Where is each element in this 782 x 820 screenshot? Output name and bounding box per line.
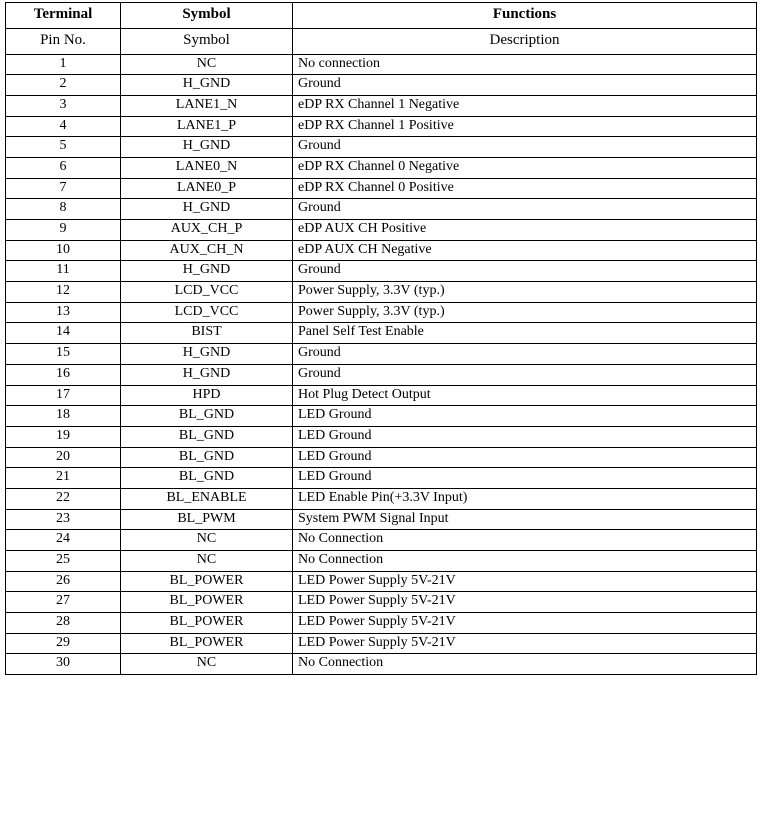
cell-symbol: LANE0_N bbox=[121, 157, 293, 178]
cell-description: Ground bbox=[293, 199, 757, 220]
cell-description: Ground bbox=[293, 261, 757, 282]
cell-pin: 20 bbox=[6, 447, 121, 468]
cell-description: LED Enable Pin(+3.3V Input) bbox=[293, 488, 757, 509]
table-row bbox=[6, 468, 757, 489]
cell-symbol: BL_PWM bbox=[121, 509, 293, 530]
cell-symbol: NC bbox=[121, 54, 293, 75]
cell-pin: 12 bbox=[6, 282, 121, 303]
cell-symbol: H_GND bbox=[121, 261, 293, 282]
table-row bbox=[6, 116, 757, 137]
cell-symbol: HPD bbox=[121, 385, 293, 406]
document-page bbox=[0, 2, 782, 820]
cell-description: LED Ground bbox=[293, 468, 757, 489]
cell-pin: 6 bbox=[6, 157, 121, 178]
cell-pin: 13 bbox=[6, 302, 121, 323]
cell-description: Ground bbox=[293, 75, 757, 96]
cell-symbol: BL_GND bbox=[121, 447, 293, 468]
table-row bbox=[6, 157, 757, 178]
cell-symbol: H_GND bbox=[121, 199, 293, 220]
cell-description: No Connection bbox=[293, 551, 757, 572]
table-row bbox=[6, 447, 757, 468]
cell-pin: 26 bbox=[6, 571, 121, 592]
cell-pin: 8 bbox=[6, 199, 121, 220]
cell-description: LED Power Supply 5V-21V bbox=[293, 613, 757, 634]
cell-symbol: H_GND bbox=[121, 75, 293, 96]
cell-description: eDP RX Channel 0 Negative bbox=[293, 157, 757, 178]
cell-description: LED Ground bbox=[293, 406, 757, 427]
table-row bbox=[6, 654, 757, 675]
pin-assignment-table bbox=[5, 2, 757, 675]
cell-symbol: BL_POWER bbox=[121, 613, 293, 634]
cell-description: No connection bbox=[293, 54, 757, 75]
table-row bbox=[6, 323, 757, 344]
header-functions: Functions bbox=[293, 3, 757, 29]
table-row bbox=[6, 633, 757, 654]
table-row bbox=[6, 282, 757, 303]
table-row bbox=[6, 54, 757, 75]
table-row bbox=[6, 364, 757, 385]
header-terminal: Terminal bbox=[6, 3, 121, 29]
cell-description: Power Supply, 3.3V (typ.) bbox=[293, 302, 757, 323]
cell-symbol: LANE1_N bbox=[121, 95, 293, 116]
cell-description: LED Power Supply 5V-21V bbox=[293, 592, 757, 613]
header-symbol: Symbol bbox=[121, 3, 293, 29]
cell-description: eDP RX Channel 1 Negative bbox=[293, 95, 757, 116]
cell-description: Power Supply, 3.3V (typ.) bbox=[293, 282, 757, 303]
table-row bbox=[6, 488, 757, 509]
header-pin-no: Pin No. bbox=[6, 28, 121, 54]
cell-pin: 19 bbox=[6, 426, 121, 447]
table-row bbox=[6, 220, 757, 241]
table-header-row-secondary bbox=[6, 28, 757, 54]
table-row bbox=[6, 199, 757, 220]
cell-description: eDP RX Channel 1 Positive bbox=[293, 116, 757, 137]
cell-pin: 3 bbox=[6, 95, 121, 116]
table-row bbox=[6, 137, 757, 158]
table-row bbox=[6, 95, 757, 116]
cell-symbol: BL_GND bbox=[121, 406, 293, 427]
cell-symbol: BL_GND bbox=[121, 426, 293, 447]
cell-symbol: LANE0_P bbox=[121, 178, 293, 199]
header-description: Description bbox=[293, 28, 757, 54]
cell-pin: 18 bbox=[6, 406, 121, 427]
cell-symbol: H_GND bbox=[121, 364, 293, 385]
table-body bbox=[6, 54, 757, 675]
cell-symbol: LCD_VCC bbox=[121, 302, 293, 323]
cell-pin: 24 bbox=[6, 530, 121, 551]
table-row bbox=[6, 406, 757, 427]
cell-description: Ground bbox=[293, 344, 757, 365]
cell-pin: 23 bbox=[6, 509, 121, 530]
table-row bbox=[6, 75, 757, 96]
cell-symbol: BL_POWER bbox=[121, 633, 293, 654]
cell-description: No Connection bbox=[293, 530, 757, 551]
cell-symbol: BL_GND bbox=[121, 468, 293, 489]
cell-pin: 30 bbox=[6, 654, 121, 675]
table-row bbox=[6, 302, 757, 323]
cell-pin: 16 bbox=[6, 364, 121, 385]
cell-symbol: AUX_CH_N bbox=[121, 240, 293, 261]
cell-pin: 2 bbox=[6, 75, 121, 96]
table-row bbox=[6, 261, 757, 282]
cell-description: Ground bbox=[293, 137, 757, 158]
cell-description: eDP AUX CH Positive bbox=[293, 220, 757, 241]
cell-description: System PWM Signal Input bbox=[293, 509, 757, 530]
cell-pin: 27 bbox=[6, 592, 121, 613]
table-header bbox=[6, 3, 757, 55]
cell-symbol: H_GND bbox=[121, 137, 293, 158]
table-row bbox=[6, 344, 757, 365]
cell-symbol: NC bbox=[121, 551, 293, 572]
cell-pin: 9 bbox=[6, 220, 121, 241]
cell-symbol: LCD_VCC bbox=[121, 282, 293, 303]
cell-description: LED Ground bbox=[293, 426, 757, 447]
table-row bbox=[6, 592, 757, 613]
cell-pin: 28 bbox=[6, 613, 121, 634]
cell-description: eDP RX Channel 0 Positive bbox=[293, 178, 757, 199]
cell-description: LED Power Supply 5V-21V bbox=[293, 633, 757, 654]
table-header-row-primary bbox=[6, 3, 757, 29]
table-row bbox=[6, 240, 757, 261]
table-row bbox=[6, 426, 757, 447]
cell-symbol: H_GND bbox=[121, 344, 293, 365]
table-row bbox=[6, 178, 757, 199]
cell-description: LED Power Supply 5V-21V bbox=[293, 571, 757, 592]
cell-pin: 5 bbox=[6, 137, 121, 158]
cell-symbol: BL_ENABLE bbox=[121, 488, 293, 509]
table-row bbox=[6, 509, 757, 530]
cell-description: Ground bbox=[293, 364, 757, 385]
table-row bbox=[6, 613, 757, 634]
cell-description: No Connection bbox=[293, 654, 757, 675]
table-row bbox=[6, 551, 757, 572]
cell-pin: 10 bbox=[6, 240, 121, 261]
cell-pin: 29 bbox=[6, 633, 121, 654]
cell-description: Panel Self Test Enable bbox=[293, 323, 757, 344]
cell-symbol: NC bbox=[121, 654, 293, 675]
cell-symbol: NC bbox=[121, 530, 293, 551]
cell-pin: 14 bbox=[6, 323, 121, 344]
cell-pin: 21 bbox=[6, 468, 121, 489]
cell-pin: 7 bbox=[6, 178, 121, 199]
cell-symbol: BIST bbox=[121, 323, 293, 344]
cell-pin: 4 bbox=[6, 116, 121, 137]
cell-description: LED Ground bbox=[293, 447, 757, 468]
cell-pin: 22 bbox=[6, 488, 121, 509]
cell-symbol: AUX_CH_P bbox=[121, 220, 293, 241]
cell-symbol: BL_POWER bbox=[121, 571, 293, 592]
table-row bbox=[6, 571, 757, 592]
cell-pin: 1 bbox=[6, 54, 121, 75]
header-symbol-sub: Symbol bbox=[121, 28, 293, 54]
cell-symbol: LANE1_P bbox=[121, 116, 293, 137]
cell-pin: 11 bbox=[6, 261, 121, 282]
cell-symbol: BL_POWER bbox=[121, 592, 293, 613]
table-row bbox=[6, 385, 757, 406]
cell-pin: 25 bbox=[6, 551, 121, 572]
cell-pin: 15 bbox=[6, 344, 121, 365]
table-row bbox=[6, 530, 757, 551]
cell-description: eDP AUX CH Negative bbox=[293, 240, 757, 261]
cell-pin: 17 bbox=[6, 385, 121, 406]
cell-description: Hot Plug Detect Output bbox=[293, 385, 757, 406]
